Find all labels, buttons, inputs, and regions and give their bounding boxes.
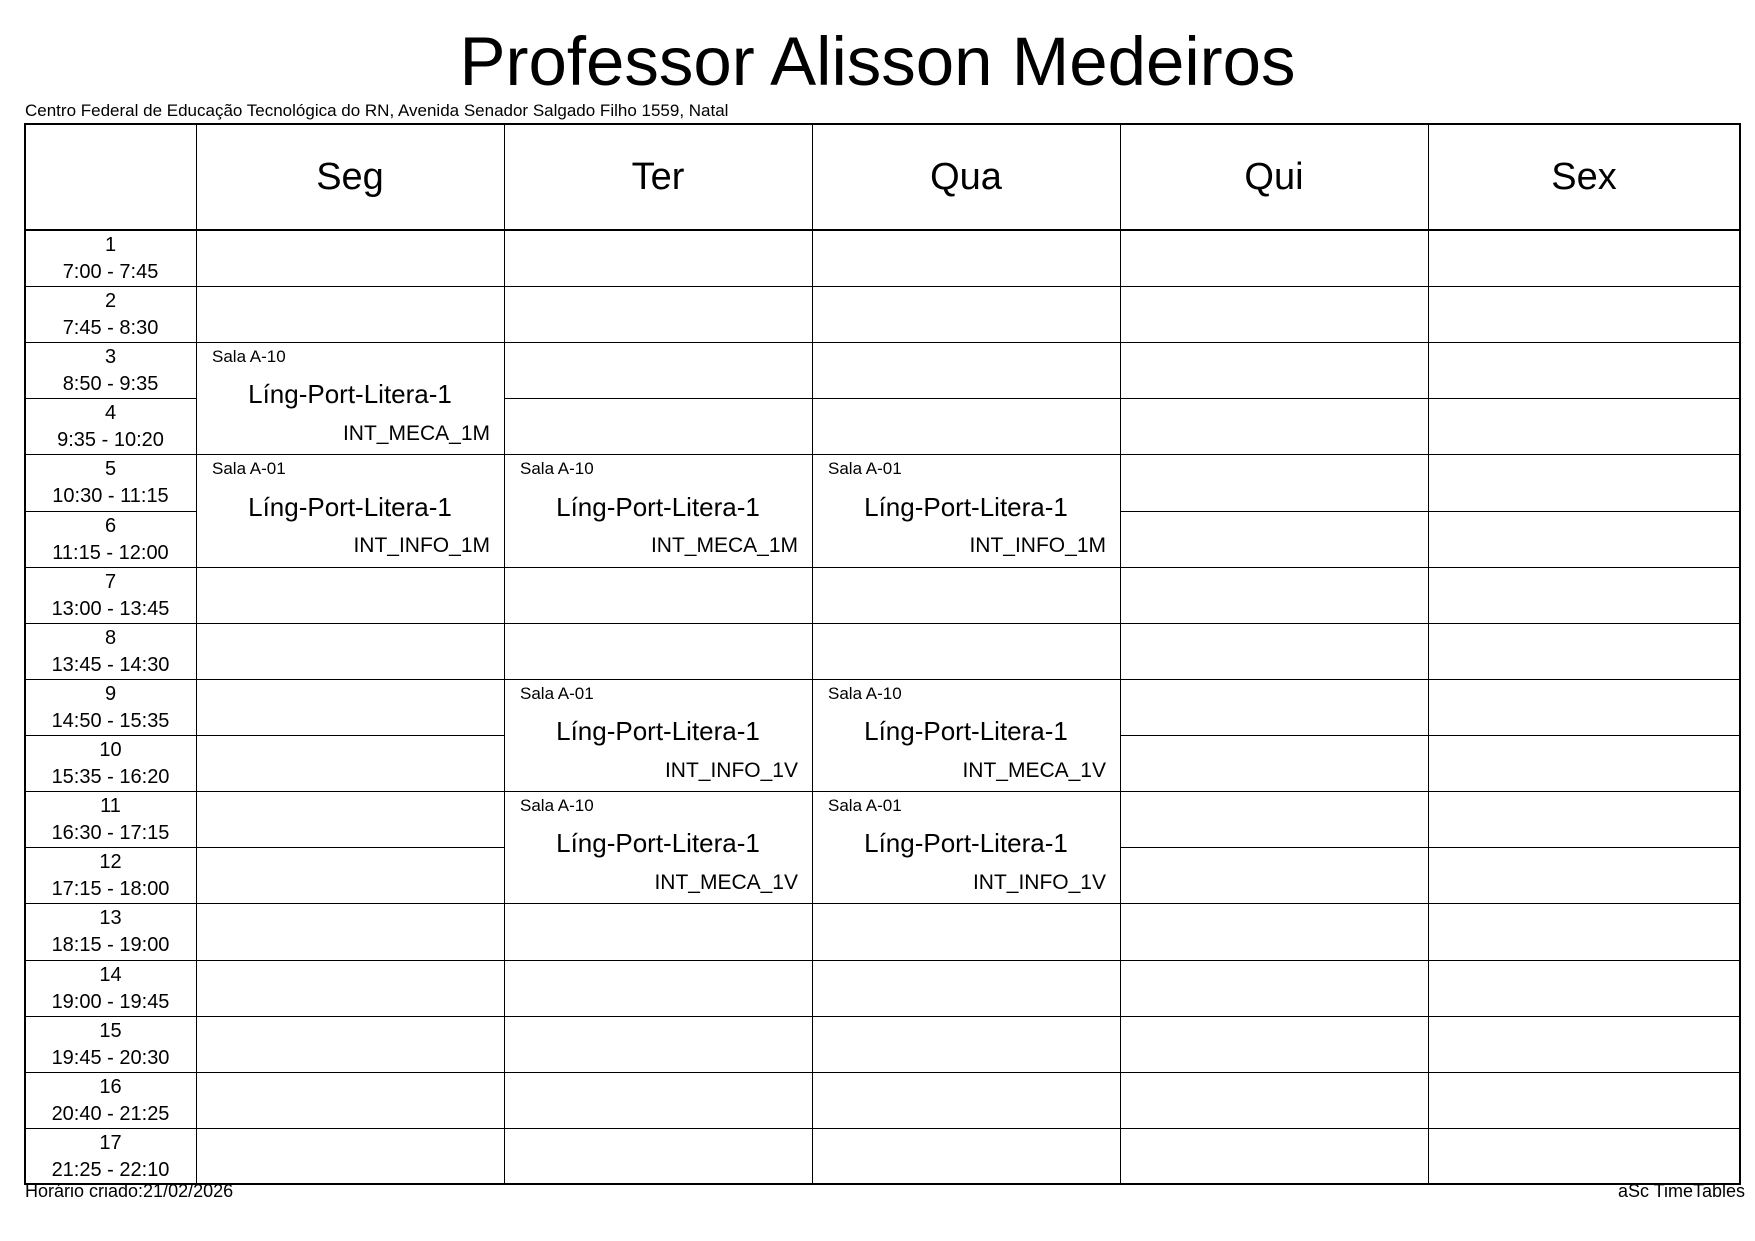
row-divider bbox=[196, 1016, 504, 1017]
row-divider bbox=[504, 1072, 812, 1073]
period-label bbox=[25, 456, 196, 512]
empty-slot[interactable] bbox=[504, 342, 812, 398]
empty-slot[interactable] bbox=[1120, 454, 1428, 510]
column-divider bbox=[812, 124, 813, 1184]
row-divider bbox=[196, 679, 504, 680]
empty-slot[interactable] bbox=[504, 1072, 812, 1128]
period-time: 14:50 - 15:35 bbox=[51, 709, 170, 732]
row-divider bbox=[25, 679, 196, 680]
period-time: 8:50 - 9:35 bbox=[62, 373, 159, 396]
row-divider bbox=[504, 454, 812, 455]
lesson-card[interactable] bbox=[196, 454, 504, 566]
lesson-room: Sala A-01 bbox=[828, 796, 902, 816]
lesson-group: INT_INFO_1M bbox=[353, 534, 490, 558]
row-divider bbox=[504, 903, 812, 904]
row-divider bbox=[196, 735, 504, 736]
period-time: 21:25 - 22:10 bbox=[51, 1158, 170, 1181]
lesson-group: INT_INFO_1V bbox=[972, 870, 1106, 894]
row-divider bbox=[504, 623, 812, 624]
period-label bbox=[25, 737, 196, 793]
empty-slot[interactable] bbox=[1428, 398, 1740, 454]
period-number: 10 bbox=[99, 739, 122, 762]
empty-slot[interactable] bbox=[812, 903, 1120, 959]
period-number: 5 bbox=[104, 458, 117, 481]
day-header-qui: Qui bbox=[1244, 155, 1304, 198]
row-divider bbox=[1120, 511, 1428, 512]
school-address: Centro Federal de Educação Tecnológica do RN, Avenida Senador Salgado Filho 1559, Natal bbox=[25, 101, 729, 120]
empty-slot[interactable] bbox=[1428, 1016, 1740, 1072]
empty-slot[interactable] bbox=[196, 791, 504, 847]
lesson-room: Sala A-10 bbox=[520, 459, 594, 479]
column-divider bbox=[504, 124, 505, 1184]
empty-slot[interactable] bbox=[196, 960, 504, 1016]
row-divider bbox=[504, 1016, 812, 1017]
period-number: 15 bbox=[99, 1019, 122, 1042]
period-time: 10:30 - 11:15 bbox=[52, 485, 169, 508]
empty-slot[interactable] bbox=[196, 679, 504, 735]
row-divider bbox=[25, 1016, 196, 1017]
row-divider bbox=[1428, 903, 1740, 904]
empty-slot[interactable] bbox=[504, 567, 812, 623]
lesson-group: INT_INFO_1M bbox=[969, 534, 1106, 558]
lesson-card[interactable] bbox=[196, 342, 504, 454]
empty-slot[interactable] bbox=[1120, 847, 1428, 903]
empty-slot[interactable] bbox=[812, 1016, 1120, 1072]
period-time: 17:15 - 18:00 bbox=[51, 878, 170, 901]
row-divider bbox=[25, 847, 196, 848]
row-divider bbox=[196, 903, 504, 904]
row-divider bbox=[196, 847, 504, 848]
table-border-left bbox=[24, 123, 26, 1185]
row-divider bbox=[25, 735, 196, 736]
empty-slot[interactable] bbox=[1120, 567, 1428, 623]
row-divider bbox=[1428, 1016, 1740, 1017]
row-divider bbox=[812, 903, 1120, 904]
row-divider bbox=[1428, 960, 1740, 961]
row-divider bbox=[1428, 1072, 1740, 1073]
row-divider bbox=[25, 342, 196, 343]
empty-slot[interactable] bbox=[1428, 791, 1740, 847]
empty-slot[interactable] bbox=[812, 286, 1120, 342]
row-divider bbox=[196, 342, 504, 343]
row-divider bbox=[25, 567, 196, 568]
empty-slot[interactable] bbox=[1120, 230, 1428, 286]
row-divider bbox=[1120, 398, 1428, 399]
empty-slot[interactable] bbox=[196, 230, 504, 286]
empty-slot[interactable] bbox=[1428, 454, 1740, 510]
row-divider bbox=[812, 567, 1120, 568]
period-time: 19:00 - 19:45 bbox=[51, 990, 170, 1013]
empty-slot[interactable] bbox=[504, 398, 812, 454]
empty-slot[interactable] bbox=[504, 230, 812, 286]
row-divider bbox=[196, 286, 504, 287]
row-divider bbox=[25, 454, 196, 455]
period-number: 1 bbox=[104, 234, 117, 256]
row-divider bbox=[25, 1072, 196, 1073]
period-number: 8 bbox=[104, 626, 117, 649]
row-divider bbox=[812, 454, 1120, 455]
empty-slot[interactable] bbox=[812, 1072, 1120, 1128]
period-time: 13:45 - 14:30 bbox=[51, 653, 170, 676]
row-divider bbox=[1120, 1016, 1428, 1017]
empty-slot[interactable] bbox=[504, 623, 812, 679]
row-divider bbox=[1120, 679, 1428, 680]
empty-slot[interactable] bbox=[812, 342, 1120, 398]
lesson-subject: Líng-Port-Litera-1 bbox=[248, 379, 452, 410]
empty-slot[interactable] bbox=[1428, 230, 1740, 286]
empty-slot[interactable] bbox=[504, 960, 812, 1016]
day-header-qua: Qua bbox=[930, 155, 1002, 198]
row-divider bbox=[1120, 286, 1428, 287]
empty-slot[interactable] bbox=[1428, 567, 1740, 623]
row-divider bbox=[504, 398, 812, 399]
period-number: 6 bbox=[104, 514, 117, 537]
period-label bbox=[25, 1130, 196, 1186]
empty-slot[interactable] bbox=[1428, 286, 1740, 342]
row-divider bbox=[812, 398, 1120, 399]
lesson-subject: Líng-Port-Litera-1 bbox=[864, 491, 1068, 522]
empty-slot[interactable] bbox=[196, 1128, 504, 1184]
lesson-room: Sala A-01 bbox=[212, 459, 286, 479]
row-divider bbox=[196, 960, 504, 961]
lesson-subject: Líng-Port-Litera-1 bbox=[864, 828, 1068, 859]
empty-slot[interactable] bbox=[504, 903, 812, 959]
row-divider bbox=[196, 1128, 504, 1129]
row-divider bbox=[812, 1016, 1120, 1017]
period-time: 16:30 - 17:15 bbox=[51, 822, 170, 845]
lesson-group: INT_MECA_1V bbox=[654, 870, 798, 894]
row-divider bbox=[812, 791, 1120, 792]
row-divider bbox=[1120, 1128, 1428, 1129]
row-divider bbox=[25, 623, 196, 624]
empty-slot[interactable] bbox=[1428, 847, 1740, 903]
empty-slot[interactable] bbox=[1428, 342, 1740, 398]
period-label bbox=[25, 1018, 196, 1074]
period-time: 19:45 - 20:30 bbox=[51, 1046, 170, 1069]
lesson-subject: Líng-Port-Litera-1 bbox=[248, 491, 452, 522]
row-divider bbox=[25, 511, 196, 512]
row-divider bbox=[504, 791, 812, 792]
created-date: Horário criado:21/02/2026 bbox=[25, 1181, 234, 1201]
row-divider bbox=[812, 342, 1120, 343]
row-divider bbox=[25, 398, 196, 399]
empty-slot[interactable] bbox=[1428, 511, 1740, 567]
period-time: 20:40 - 21:25 bbox=[51, 1102, 170, 1125]
period-label bbox=[25, 288, 196, 344]
row-divider bbox=[504, 342, 812, 343]
row-divider bbox=[1120, 567, 1428, 568]
row-divider bbox=[1120, 342, 1428, 343]
table-border-bottom bbox=[24, 1183, 1741, 1185]
lesson-room: Sala A-10 bbox=[520, 796, 594, 816]
row-divider bbox=[812, 1128, 1120, 1129]
row-divider bbox=[196, 1072, 504, 1073]
empty-slot[interactable] bbox=[196, 735, 504, 791]
empty-slot[interactable] bbox=[1120, 791, 1428, 847]
row-divider bbox=[25, 1128, 196, 1129]
lesson-room: Sala A-01 bbox=[828, 459, 902, 479]
empty-slot[interactable] bbox=[1428, 1072, 1740, 1128]
empty-slot[interactable] bbox=[196, 1072, 504, 1128]
row-divider bbox=[1120, 791, 1428, 792]
lesson-card[interactable] bbox=[812, 791, 1120, 903]
empty-slot[interactable] bbox=[196, 847, 504, 903]
lesson-card[interactable] bbox=[812, 679, 1120, 791]
empty-slot[interactable] bbox=[812, 230, 1120, 286]
empty-slot[interactable] bbox=[1120, 1128, 1428, 1184]
empty-slot[interactable] bbox=[1120, 960, 1428, 1016]
row-divider bbox=[1428, 454, 1740, 455]
row-divider bbox=[504, 960, 812, 961]
period-label bbox=[25, 962, 196, 1018]
period-time: 7:00 - 7:45 bbox=[62, 261, 159, 283]
period-number: 16 bbox=[99, 1075, 122, 1098]
row-divider bbox=[812, 623, 1120, 624]
empty-slot[interactable] bbox=[1120, 679, 1428, 735]
row-divider bbox=[1120, 960, 1428, 961]
column-divider bbox=[1428, 124, 1429, 1184]
period-time: 9:35 - 10:20 bbox=[57, 429, 164, 452]
row-divider bbox=[1428, 847, 1740, 848]
period-time: 11:15 - 12:00 bbox=[52, 541, 169, 564]
empty-slot[interactable] bbox=[196, 903, 504, 959]
empty-slot[interactable] bbox=[1428, 1128, 1740, 1184]
row-divider bbox=[1428, 791, 1740, 792]
row-divider bbox=[1428, 511, 1740, 512]
row-divider bbox=[25, 903, 196, 904]
period-number: 9 bbox=[104, 682, 117, 705]
row-divider bbox=[25, 286, 196, 287]
row-divider bbox=[812, 960, 1120, 961]
empty-slot[interactable] bbox=[196, 286, 504, 342]
row-divider bbox=[1428, 398, 1740, 399]
day-header-sex: Sex bbox=[1551, 155, 1617, 198]
empty-slot[interactable] bbox=[504, 286, 812, 342]
empty-slot[interactable] bbox=[1120, 286, 1428, 342]
period-number: 3 bbox=[104, 346, 117, 369]
row-divider bbox=[1428, 567, 1740, 568]
day-header-seg: Seg bbox=[316, 155, 384, 198]
lesson-room: Sala A-10 bbox=[212, 347, 286, 367]
lesson-group: INT_MECA_1M bbox=[342, 421, 490, 445]
period-label bbox=[25, 625, 196, 681]
table-border-top bbox=[24, 123, 1741, 125]
period-label bbox=[25, 1074, 196, 1130]
row-divider bbox=[1428, 623, 1740, 624]
row-divider bbox=[504, 1128, 812, 1129]
period-time: 18:15 - 19:00 bbox=[51, 934, 170, 957]
lesson-group: INT_MECA_1M bbox=[650, 534, 798, 558]
empty-slot[interactable] bbox=[1120, 398, 1428, 454]
row-divider bbox=[25, 791, 196, 792]
period-number: 13 bbox=[99, 907, 122, 930]
empty-slot[interactable] bbox=[504, 1016, 812, 1072]
period-time: 15:35 - 16:20 bbox=[51, 766, 170, 789]
period-label bbox=[25, 849, 196, 905]
row-divider bbox=[812, 679, 1120, 680]
empty-slot[interactable] bbox=[1428, 960, 1740, 1016]
lesson-subject: Líng-Port-Litera-1 bbox=[556, 715, 760, 746]
empty-slot[interactable] bbox=[1120, 511, 1428, 567]
period-time: 7:45 - 8:30 bbox=[62, 317, 159, 340]
empty-slot[interactable] bbox=[1428, 623, 1740, 679]
period-label bbox=[25, 681, 196, 737]
empty-slot[interactable] bbox=[1120, 735, 1428, 791]
period-number: 2 bbox=[104, 290, 117, 313]
empty-slot[interactable] bbox=[812, 567, 1120, 623]
empty-slot[interactable] bbox=[812, 960, 1120, 1016]
empty-slot[interactable] bbox=[1428, 679, 1740, 735]
lesson-card[interactable] bbox=[812, 454, 1120, 566]
period-label bbox=[25, 793, 196, 849]
empty-slot[interactable] bbox=[1120, 903, 1428, 959]
row-divider bbox=[196, 567, 504, 568]
period-number: 12 bbox=[99, 851, 122, 874]
lesson-room: Sala A-01 bbox=[520, 683, 594, 703]
row-divider bbox=[1120, 903, 1428, 904]
period-number: 7 bbox=[104, 570, 117, 593]
period-label bbox=[25, 344, 196, 400]
lesson-card[interactable] bbox=[504, 791, 812, 903]
period-number: 4 bbox=[104, 402, 117, 425]
period-label bbox=[25, 400, 196, 456]
empty-slot[interactable] bbox=[812, 1128, 1120, 1184]
lesson-subject: Líng-Port-Litera-1 bbox=[864, 715, 1068, 746]
row-divider bbox=[1120, 847, 1428, 848]
empty-slot[interactable] bbox=[812, 623, 1120, 679]
day-header-ter: Ter bbox=[631, 155, 685, 198]
page-title: Professor Alisson Medeiros bbox=[459, 23, 1296, 100]
row-divider bbox=[812, 286, 1120, 287]
empty-slot[interactable] bbox=[196, 1016, 504, 1072]
row-divider bbox=[504, 286, 812, 287]
empty-slot[interactable] bbox=[504, 1128, 812, 1184]
empty-slot[interactable] bbox=[196, 623, 504, 679]
period-time: 13:00 - 13:45 bbox=[51, 597, 170, 620]
row-divider bbox=[812, 1072, 1120, 1073]
lesson-subject: Líng-Port-Litera-1 bbox=[556, 491, 760, 522]
lesson-group: INT_MECA_1V bbox=[962, 758, 1106, 782]
period-number: 17 bbox=[99, 1131, 122, 1154]
row-divider bbox=[1428, 679, 1740, 680]
row-divider bbox=[196, 791, 504, 792]
lesson-room: Sala A-10 bbox=[828, 683, 902, 703]
row-divider bbox=[1428, 286, 1740, 287]
empty-slot[interactable] bbox=[1120, 1072, 1428, 1128]
row-divider bbox=[196, 454, 504, 455]
empty-slot[interactable] bbox=[1428, 735, 1740, 791]
empty-slot[interactable] bbox=[1428, 903, 1740, 959]
empty-slot[interactable] bbox=[1120, 342, 1428, 398]
row-divider bbox=[1120, 1072, 1428, 1073]
period-number: 11 bbox=[100, 795, 121, 818]
row-divider bbox=[1120, 623, 1428, 624]
period-number: 14 bbox=[99, 963, 122, 986]
period-label bbox=[25, 513, 196, 569]
row-divider bbox=[1428, 342, 1740, 343]
empty-slot[interactable] bbox=[1120, 1016, 1428, 1072]
column-divider bbox=[196, 124, 197, 1184]
row-divider bbox=[1120, 735, 1428, 736]
header-divider bbox=[25, 229, 1740, 231]
lesson-group: INT_INFO_1V bbox=[664, 758, 798, 782]
row-divider bbox=[1428, 735, 1740, 736]
row-divider bbox=[504, 679, 812, 680]
row-divider bbox=[504, 567, 812, 568]
lesson-card[interactable] bbox=[504, 679, 812, 791]
empty-slot[interactable] bbox=[196, 567, 504, 623]
empty-slot[interactable] bbox=[1120, 623, 1428, 679]
period-label bbox=[25, 569, 196, 625]
row-divider bbox=[25, 960, 196, 961]
lesson-card[interactable] bbox=[504, 454, 812, 566]
software-credit: aSc TimeTables bbox=[1617, 1181, 1745, 1201]
row-divider bbox=[1428, 1128, 1740, 1129]
lesson-subject: Líng-Port-Litera-1 bbox=[556, 828, 760, 859]
table-border-right bbox=[1739, 123, 1741, 1185]
period-label bbox=[25, 905, 196, 961]
empty-slot[interactable] bbox=[812, 398, 1120, 454]
column-divider bbox=[1120, 124, 1121, 1184]
row-divider bbox=[1120, 454, 1428, 455]
row-divider bbox=[196, 623, 504, 624]
period-label bbox=[25, 232, 196, 288]
